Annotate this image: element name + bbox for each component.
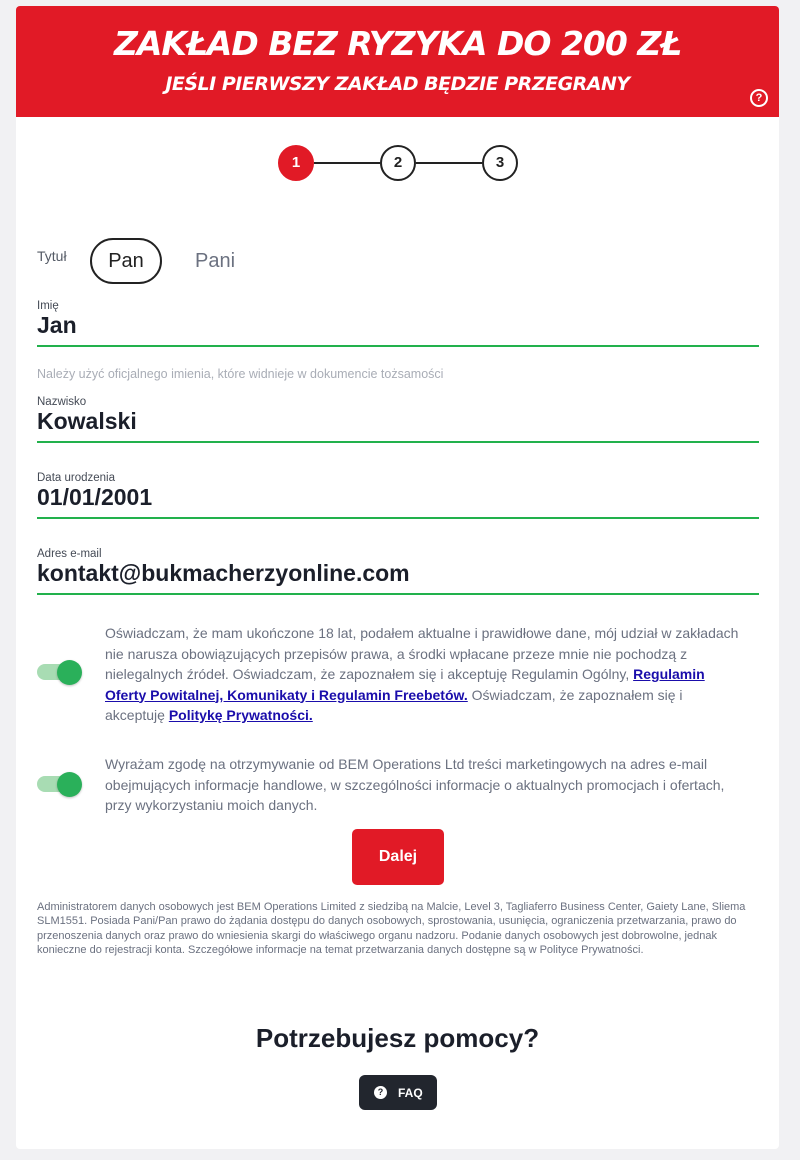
terms-text-part-2: Oświadczam, że zapoznałem się i akceptuję xyxy=(105,686,683,723)
first-name-hint: Należy użyć oficjalnego imienia, które widnieje w dokumencie tożsamości xyxy=(37,367,444,381)
step-2: 2 xyxy=(380,145,416,181)
email-field[interactable] xyxy=(37,548,759,595)
question-icon: ? xyxy=(374,1086,387,1099)
help-heading: Potrzebujesz pomocy? xyxy=(255,1023,540,1053)
faq-button[interactable] xyxy=(359,1075,437,1110)
last-name-label: Nazwisko xyxy=(37,396,87,408)
promo-banner xyxy=(16,6,779,117)
toggle-knob xyxy=(57,772,82,797)
toggle-knob xyxy=(57,660,82,685)
first-name-field[interactable] xyxy=(37,300,759,347)
title-option-pan[interactable]: Pan xyxy=(90,238,162,284)
step-3: 3 xyxy=(482,145,518,181)
question-icon[interactable]: ? xyxy=(750,89,768,107)
privacy-policy-link[interactable]: Politykę Prywatności. xyxy=(168,707,313,723)
registration-stepper xyxy=(16,145,779,185)
registration-card xyxy=(16,6,779,1149)
email-label: Adres e-mail xyxy=(37,548,102,560)
first-name-label: Imię xyxy=(37,300,59,312)
title-label: Tytuł xyxy=(37,248,67,264)
terms-text-part-1: Oświadczam, że mam ukończone 18 lat, podałem aktualne i prawidłowe dane, mój udział w zakładach nie narusza obowiązujących przepisów prawa, a środki wpłacane przeze mnie nie pochodzą z nielegalnych źródeł. Oświadczam, że zapoznałem się i akceptuję Regulamin Ogólny, xyxy=(105,625,739,682)
data-protection-disclaimer: Administratorem danych osobowych jest BEM Operations Limited z siedzibą na Malcie, Level 3, Tagliaferro Business Center, Gaiety Lane, Sliema SLM1551. Posiada Pani/Pan prawo do żądania dostępu do danych osobowych, sprostowania, usunięcia, ograniczenia przetwarzania, prawo do przenoszenia danych oraz prawo do wniesienia skargi do właściwego organu nadzoru. Podanie danych osobowych jest dobrowolne, jednak konieczne do rejestracji konta. Szczegółowe informacje na temat przetwarzania danych dostępne są w Polityce Prywatności. xyxy=(37,901,746,957)
marketing-toggle[interactable] xyxy=(37,772,83,796)
first-name-value[interactable]: Jan xyxy=(37,312,77,338)
marketing-consent-text: Wyrażam zgodę na otrzymywanie od BEM Operations Ltd treści marketingowych na adres e-mail obejmujących informacje handlowe, w szczególności informacje o aktualnych promocjach i ofertach, przy wykorzystaniu moich danych. xyxy=(105,756,725,813)
email-value[interactable]: kontakt@bukmacherzyonline.com xyxy=(37,560,410,586)
terms-toggle[interactable] xyxy=(37,660,83,684)
faq-label: FAQ xyxy=(398,1086,423,1100)
welcome-offer-terms-link[interactable]: Regulamin Oferty Powitalnej, Komunikaty i Regulamin Freebetów. xyxy=(105,666,705,703)
banner-title: ZAKŁAD BEZ RYZYKA DO 200 ZŁ xyxy=(113,24,682,63)
step-connector xyxy=(416,162,482,164)
birth-date-field[interactable] xyxy=(37,472,759,519)
last-name-value[interactable]: Kowalski xyxy=(37,408,137,434)
terms-consent-text xyxy=(105,623,745,726)
banner-subtitle: JEŚLI PIERWSZY ZAKŁAD BĘDZIE PRZEGRANY xyxy=(165,73,630,95)
birth-date-value[interactable]: 01/01/2001 xyxy=(37,484,153,510)
last-name-field[interactable] xyxy=(37,396,759,443)
step-1: 1 xyxy=(278,145,314,181)
birth-date-label: Data urodzenia xyxy=(37,472,115,484)
step-connector xyxy=(314,162,380,164)
title-option-pani[interactable]: Pani xyxy=(194,250,236,272)
next-button[interactable]: Dalej xyxy=(352,829,444,885)
